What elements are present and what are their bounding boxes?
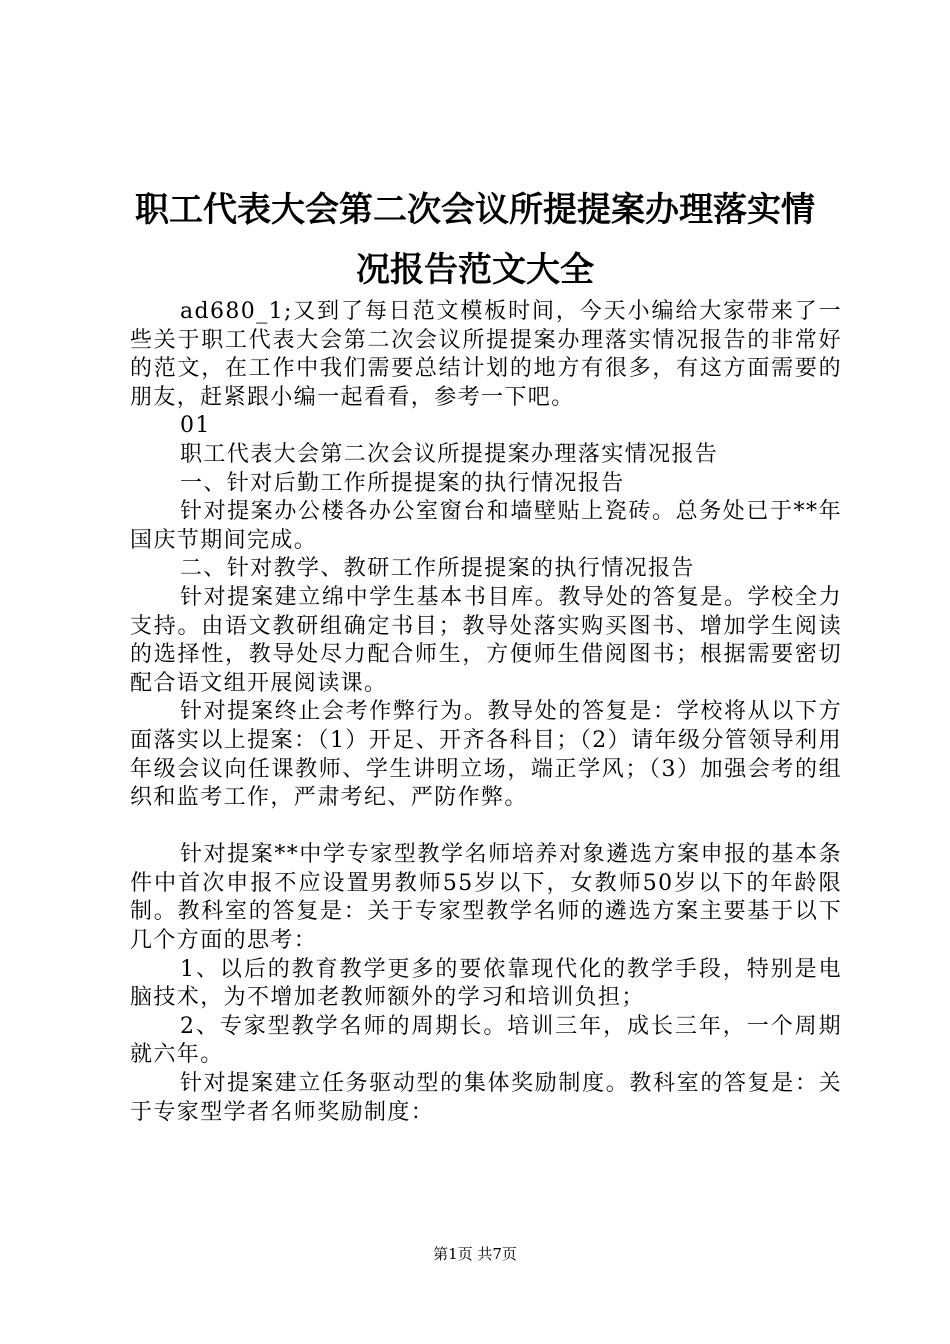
section-heading-teaching: 二、针对教学、教研工作所提提案的执行情况报告	[180, 556, 695, 582]
list-item-1: 1、以后的教育教学更多的要依靠现代化的教学手段，特别是电脑技术，为不增加老教师额外的学习和培训负担；	[130, 956, 842, 1011]
blank-line	[130, 813, 842, 842]
section-heading-logistics: 一、针对后勤工作所提提案的执行情况报告	[180, 470, 625, 496]
page-footer: 第1页 共7页	[433, 1245, 517, 1263]
document-body	[130, 298, 842, 1127]
report-heading: 职工代表大会第二次会议所提提案办理落实情况报告	[180, 441, 719, 467]
paragraph-tiles: 针对提案办公楼各办公室窗台和墙壁贴上瓷砖。总务处已于**年国庆节期间完成。	[130, 499, 842, 553]
intro-paragraph: ad680_1;又到了每日范文模板时间，今天小编给大家带来了一些关于职工代表大会第二次会议所提提案办理落实情况报告的非常好的范文，在工作中我们需要总结计划的地方有很多，有这方面需要的朋友，赶紧跟小编一起看看，参考一下吧。	[130, 299, 842, 410]
document-title-line-1: 职工代表大会第二次会议所提提案办理落实情	[135, 190, 815, 230]
paragraph-expert-teacher: 针对提案**中学专家型教学名师培养对象遴选方案申报的基本条件中首次申报不应设置男教师55岁以下，女教师50岁以下的年龄限制。教科室的答复是：关于专家型教学名师的遴选方案主要基于以下几个方面的思考：	[130, 842, 842, 954]
section-number: 01	[180, 413, 211, 439]
paragraph-reward: 针对提案建立任务驱动型的集体奖励制度。教科室的答复是：关于专家型学者名师奖励制度：	[130, 1071, 842, 1125]
paragraph-cheating: 针对提案终止会考作弊行为。教导处的答复是：学校将从以下方面落实以上提案：（1）开足、开齐各科目；（2）请年级分管领导利用年级会议向任课教师、学生讲明立场，端正学风；（3）加强会考的组织和监考工作，严肃考纪、严防作弊。	[130, 699, 842, 811]
list-item-2: 2、专家型教学名师的周期长。培训三年，成长三年，一个周期就六年。	[130, 1013, 842, 1068]
document-title-line-2: 况报告范文大全	[356, 250, 594, 290]
paragraph-booklist: 针对提案建立绵中学生基本书目库。教导处的答复是。学校全力支持。由语文教研组确定书目；教导处落实购买图书、增加学生阅读的选择性，教导处尽力配合师生，方便师生借阅图书；根据需要密切配合语文组开展阅读课。	[130, 584, 842, 696]
